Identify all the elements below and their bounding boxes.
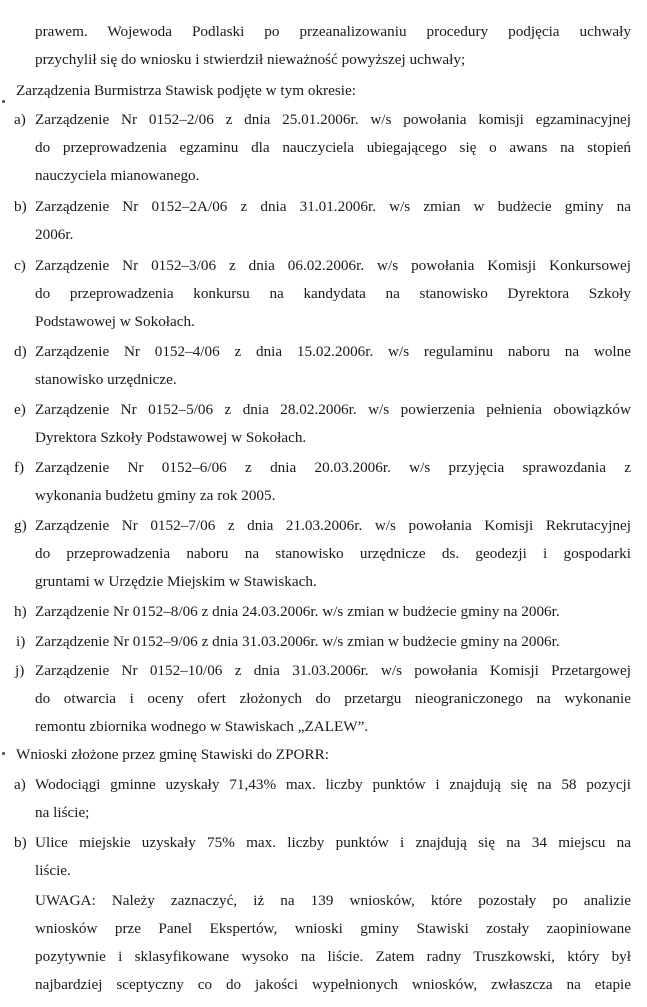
list-marker: g) [14, 517, 27, 534]
list-marker: a) [14, 111, 26, 128]
list-item-line: Podstawowej w Sokołach. [35, 313, 195, 330]
list-marker: d) [14, 343, 27, 360]
list-item-line: wykonania budżetu gminy za rok 2005. [35, 487, 276, 504]
list-item-line: Zarządzenie Nr 0152–6/06 z dnia 20.03.2006r. w/s przyjęcia sprawozdania z [35, 459, 631, 476]
list-item-line: Zarządzenie Nr 0152–10/06 z dnia 31.03.2006r. w/s powołania Komisji Przetargowej [35, 662, 631, 679]
list-item-line: Wodociągi gminne uzyskały 71,43% max. liczby punktów i znajdują się na 58 pozycji [35, 776, 631, 793]
scan-mark [2, 100, 5, 103]
note-line: pozytywnie i sklasyfikowane wysoko na liście. Zatem radny Truszkowski, który był [35, 948, 631, 965]
list-item-line: Zarządzenie Nr 0152–4/06 z dnia 15.02.2006r. w/s regulaminu naboru na wolne [35, 343, 631, 360]
list-item-line: gruntami w Urzędzie Miejskim w Stawiskach. [35, 573, 317, 590]
note-line: wniosków prze Panel Ekspertów, wnioski gminy Stawiski zostały zaopiniowane [35, 920, 631, 937]
section-heading: Zarządzenia Burmistrza Stawisk podjęte w tym okresie: [16, 82, 356, 99]
list-item-line: nauczyciela mianowanego. [35, 167, 200, 184]
intro-line: przychylił się do wniosku i stwierdził nieważność powyższej uchwały; [35, 51, 466, 68]
list-marker: j) [15, 662, 25, 679]
list-marker: e) [14, 401, 26, 418]
list-marker: f) [14, 459, 25, 476]
list-item-line: Ulice miejskie uzyskały 75% max. liczby punktów i znajdują się na 34 miejscu na [35, 834, 631, 851]
section-heading: Wnioski złożone przez gminę Stawiski do ZPORR: [16, 746, 329, 763]
list-item-line: Zarządzenie Nr 0152–2/06 z dnia 25.01.2006r. w/s powołania komisji egzaminacyjnej [35, 111, 631, 128]
note-line: najbardziej sceptyczny co do jakości wypełnionych wniosków, zwłaszcza na etapie [35, 976, 631, 993]
list-item-line: stanowisko urzędnicze. [35, 371, 177, 388]
list-marker: h) [14, 603, 27, 620]
list-item-line: do przeprowadzenia egzaminu dla nauczyciela ubiegającego się o awans na stopień [35, 139, 631, 156]
list-marker: b) [14, 198, 27, 215]
list-item-line: Zarządzenie Nr 0152–8/06 z dnia 24.03.2006r. w/s zmian w budżecie gminy na 2006r. [35, 603, 560, 620]
intro-line: prawem. Wojewoda Podlaski po przeanalizowaniu procedury podjęcia uchwały [35, 23, 631, 40]
list-item-line: remontu zbiornika wodnego w Stawiskach „ZALEW”. [35, 718, 369, 735]
list-marker: b) [14, 834, 27, 851]
list-marker: c) [14, 257, 26, 274]
scan-mark [2, 752, 5, 755]
list-item-line: 2006r. [35, 226, 74, 243]
list-item-line: do przeprowadzenia konkursu na kandydata na stanowisko Dyrektora Szkoły [35, 285, 631, 302]
list-item-line: Zarządzenie Nr 0152–7/06 z dnia 21.03.2006r. w/s powołania Komisji Rekrutacyjnej [35, 517, 631, 534]
list-marker: i) [16, 633, 26, 650]
list-item-line: Dyrektora Szkoły Podstawowej w Sokołach. [35, 429, 307, 446]
list-item-line: Zarządzenie Nr 0152–5/06 z dnia 28.02.2006r. w/s powierzenia pełnienia obowiązków [35, 401, 631, 418]
list-item-line: na liście; [35, 804, 90, 821]
list-item-line: Zarządzenie Nr 0152–2A/06 z dnia 31.01.2006r. w/s zmian w budżecie gminy na [35, 198, 631, 215]
note-line: UWAGA: Należy zaznaczyć, iż na 139 wniosków, które pozostały po analizie [35, 892, 631, 909]
list-marker: a) [14, 776, 26, 793]
list-item-line: Zarządzenie Nr 0152–3/06 z dnia 06.02.2006r. w/s powołania Komisji Konkursowej [35, 257, 631, 274]
list-item-line: do przeprowadzenia naboru na stanowisko urzędnicze ds. geodezji i gospodarki [35, 545, 631, 562]
list-item-line: liście. [35, 862, 71, 879]
list-item-line: do otwarcia i oceny ofert złożonych do przetargu nieograniczonego na wykonanie [35, 690, 631, 707]
list-item-line: Zarządzenie Nr 0152–9/06 z dnia 31.03.2006r. w/s zmian w budżecie gminy na 2006r. [35, 633, 560, 650]
